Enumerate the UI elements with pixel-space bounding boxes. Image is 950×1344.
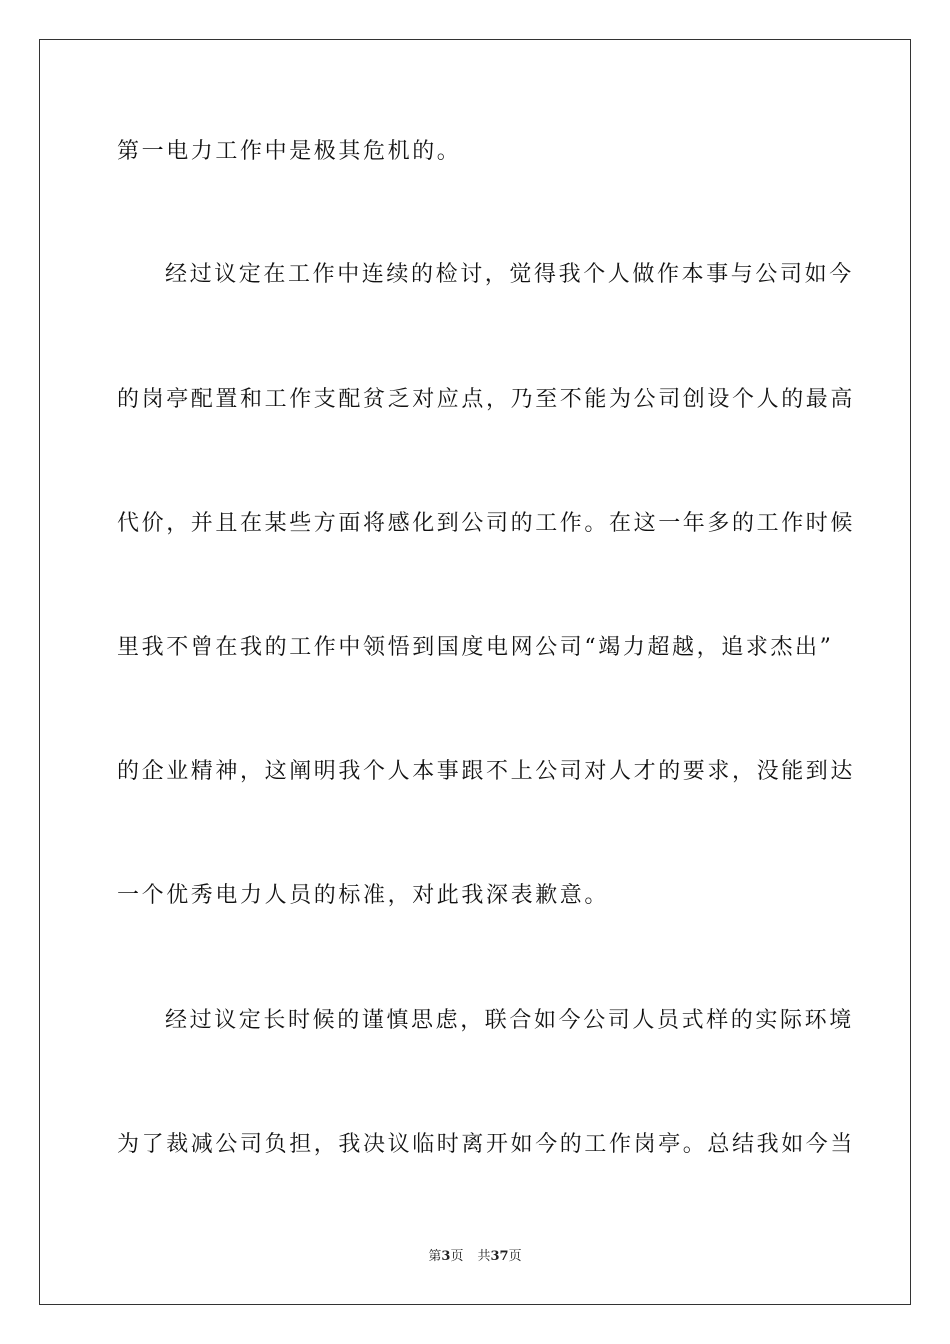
- footer-total-prefix: 共: [477, 1249, 491, 1264]
- page-border: [39, 39, 911, 1305]
- page-footer: [0, 1248, 950, 1266]
- body-line-3: 的岗亭配置和工作支配贫乏对应点，乃至不能为公司创设个人的最高: [117, 387, 856, 412]
- body-line-4: 代价，并且在某些方面将感化到公司的工作。在这一年多的工作时候: [117, 511, 856, 536]
- body-line-7: 一个优秀电力人员的标准，对此我深表歉意。: [117, 883, 610, 908]
- footer-total-suffix: 页: [508, 1249, 522, 1264]
- body-line-5: 里我不曾在我的工作中领悟到国度电网公司“竭力超越，追求杰出”: [117, 635, 834, 660]
- body-line-9: 为了裁减公司负担，我决议临时离开如今的工作岗亭。总结我如今当: [117, 1132, 856, 1157]
- body-line-6: 的企业精神，这阐明我个人本事跟不上公司对人才的要求，没能到达: [117, 759, 856, 784]
- body-line-1: 第一电力工作中是极其危机的。: [117, 139, 462, 164]
- body-line-8: 经过议定长时候的谨慎思虑，联合如今公司人员式样的实际环境: [165, 1008, 854, 1033]
- footer-page-number: 3: [441, 1249, 451, 1264]
- footer-page-suffix: 页: [450, 1249, 464, 1264]
- footer-page-prefix: 第: [428, 1249, 442, 1264]
- footer-total-pages: 37: [490, 1249, 509, 1264]
- body-line-2: 经过议定在工作中连续的检讨，觉得我个人做作本事与公司如今: [165, 262, 854, 287]
